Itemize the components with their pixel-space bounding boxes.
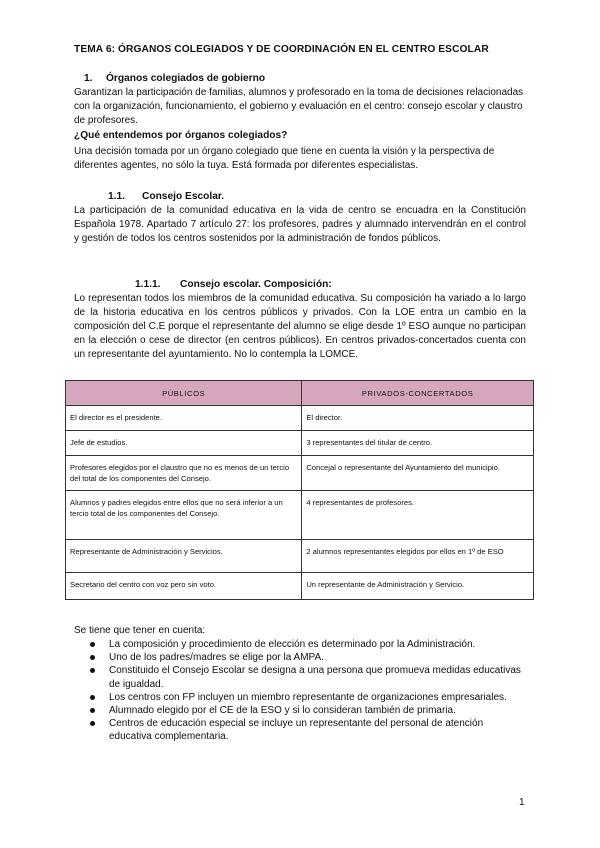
section-1-paragraph: Garantizan la participación de familias, alumnos y profesorado en la toma de decisiones relacionadas con la organización, funcionamiento, el gobierno y evaluación en el centro: consejo escolar y claustro de profesores. — [74, 87, 524, 126]
list-item: La composición y procedimiento de elección es determinado por la Administración. — [90, 638, 526, 651]
table-cell: El director es el presidente. — [66, 406, 302, 431]
page-number: 1 — [519, 797, 525, 808]
table-cell: Representante de Administración y Servicios. — [66, 540, 302, 573]
bullet-icon — [90, 721, 95, 726]
table-header-row — [66, 381, 534, 406]
table-row — [66, 456, 534, 491]
table-row — [66, 491, 534, 540]
section-1-answer: Una decisión tomada por un órgano colegiado que tiene en cuenta la visión y la perspectiva de diferentes agentes, no sólo la tuya. Está formada por diferentes especialistas. — [74, 146, 495, 171]
table-cell: Alumnos y padres elegidos entre ellos que no será inferior a un tercio total de los componentes del Consejo. — [66, 491, 302, 540]
bullet-icon — [90, 655, 95, 660]
table-cell: Concejal o representante del Ayuntamiento del municipio. — [302, 456, 534, 491]
notes-list — [90, 638, 526, 744]
section-1-1-1-paragraph: Lo representan todos los miembros de la comunidad educativa. Su composición ha variado a lo largo de la historia educativa en los centros públicos y privados. Con la LOE entra un cambio en la composición del C.E porque el representante del alumno se elige desde 1º ESO aunque no participan en la elección o cese de director (en centros públicos). En centros privados-concertados cuenta con un representante del ayuntamiento. No lo contempla la LOMCE. — [74, 293, 526, 360]
section-1-1-heading — [108, 191, 224, 202]
table-header-privados: PRIVADOS-CONCERTADOS — [302, 381, 534, 406]
table-cell: El director. — [302, 406, 534, 431]
document-title: TEMA 6: ÓRGANOS COLEGIADOS Y DE COORDINACIÓN EN EL CENTRO ESCOLAR — [74, 44, 489, 55]
table-row — [66, 431, 534, 456]
list-item: Uno de los padres/madres se elige por la AMPA. — [90, 651, 526, 664]
section-1-1-1-title: Consejo escolar. Composición: — [180, 279, 332, 290]
table-row — [66, 406, 534, 431]
table-row — [66, 540, 534, 573]
list-item: Constituido el Consejo Escolar se designa a una persona que promueva medidas educativas de igualdad. — [90, 664, 526, 690]
section-1-1-1-heading — [135, 279, 332, 290]
list-item: Los centros con FP incluyen un miembro representante de organizaciones empresariales. — [90, 691, 526, 704]
section-1-title: Órganos colegiados de gobierno — [106, 73, 266, 84]
table-cell: Jefe de estudios. — [66, 431, 302, 456]
composition-table — [65, 380, 534, 600]
list-item: Centros de educación especial se incluye un representante del personal de atención educativa complementaria. — [90, 717, 526, 743]
section-1-1-paragraph: La participación de la comunidad educativa en la vida de centro se encuadra en la Constitución Española 1978. Apartado 7 artículo 27: los profesores, padres y alumnado intervendrán en el control y gestión de todos los centros sostenidos por la administración de fondos públicos. — [74, 205, 526, 244]
bullet-icon — [90, 642, 95, 647]
table-header-publicos: PÚBLICOS — [66, 381, 302, 406]
section-1-1-1-number: 1.1.1. — [135, 279, 161, 290]
notes-intro: Se tiene que tener en cuenta: — [74, 625, 206, 636]
section-1-number: 1. — [84, 73, 93, 84]
table-cell: Un representante de Administración y Servicio. — [302, 573, 534, 600]
list-item: Alumnado elegido por el CE de la ESO y si lo consideran también de primaria. — [90, 704, 526, 717]
table-cell: 3 representantes del titular de centro. — [302, 431, 534, 456]
bullet-icon — [90, 668, 95, 673]
table-cell: Profesores elegidos por el claustro que no es menos de un tercio del total de los componentes del Consejo. — [66, 456, 302, 491]
table-row — [66, 573, 534, 600]
section-1-heading — [84, 73, 265, 84]
bullet-icon — [90, 695, 95, 700]
section-1-1-number: 1.1. — [108, 191, 125, 202]
section-1-1-title: Consejo Escolar. — [142, 191, 225, 202]
table-cell: 4 representantes de profesores. — [302, 491, 534, 540]
section-1-question: ¿Qué entendemos por órganos colegiados? — [74, 130, 288, 141]
table-cell: 2 alumnos representantes elegidos por ellos en 1º de ESO — [302, 540, 534, 573]
table-cell: Secretario del centro con voz pero sin voto. — [66, 573, 302, 600]
bullet-icon — [90, 708, 95, 713]
